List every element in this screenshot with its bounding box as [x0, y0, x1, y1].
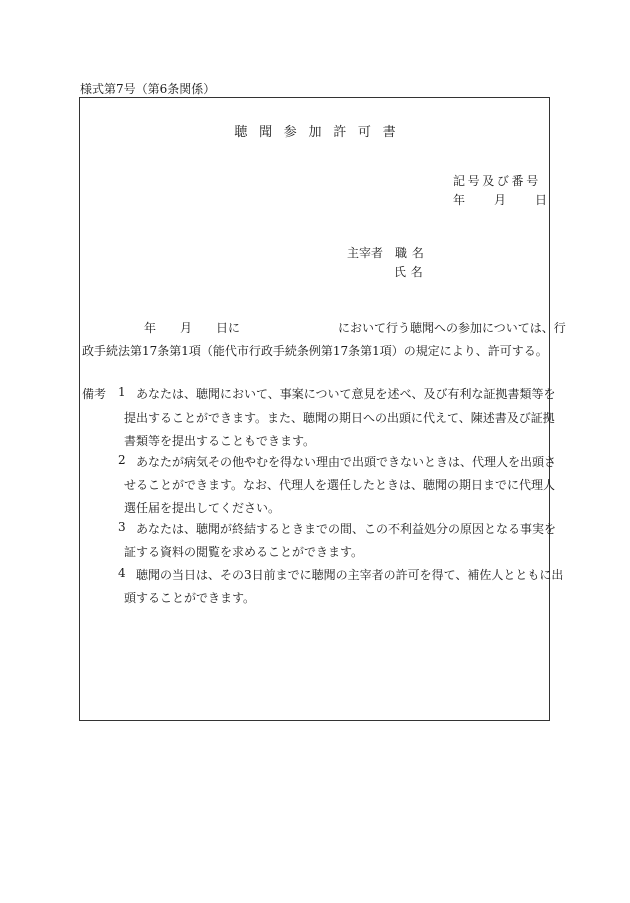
note-line: 頭することができます。 — [124, 591, 256, 605]
note-line: あなたは、聴聞において、事案について意見を述べ、及び有利な証拠書類等を — [136, 387, 556, 401]
issue-date-month: 月 — [494, 193, 507, 207]
note-line: 聴聞の当日は、その3日前までに聴聞の主宰者の許可を得て、補佐人とともに出 — [136, 568, 564, 582]
notes-heading: 備考 — [82, 387, 107, 401]
note-number: 3 — [118, 520, 126, 534]
body-line-1-text: において行う聴聞への参加については、行 — [338, 321, 566, 335]
presider-name-label: 氏名 — [394, 265, 428, 279]
presider-label: 主宰者 — [347, 246, 384, 260]
issue-date-year: 年 — [453, 193, 466, 207]
issue-date — [453, 191, 547, 208]
note-number: 1 — [118, 385, 126, 399]
reference-number-label: 記号及び番号 — [453, 174, 541, 188]
body-line-2: 政手続法第17条第1項（能代市行政手続条例第17条第1項）の規定により、許可する。 — [82, 344, 548, 358]
document-title: 聴聞参加許可書 — [234, 125, 408, 140]
hearing-month: 月 — [180, 321, 193, 335]
issue-date-day: 日 — [535, 193, 548, 207]
form-number-label: 様式第7号（第6条関係） — [80, 82, 216, 96]
hearing-day: 日に — [216, 321, 241, 335]
note-line: あなたが病気その他やむを得ない理由で出頭できないときは、代理人を出頭さ — [136, 455, 557, 469]
note-line: 選任届を提出してください。 — [124, 501, 281, 515]
note-number: 4 — [118, 566, 126, 580]
hearing-year: 年 — [144, 321, 157, 335]
presider-post-label: 職名 — [395, 246, 429, 260]
note-number: 2 — [118, 453, 126, 467]
note-line: 書類等を提出することもできます。 — [124, 434, 316, 448]
note-line: 証する資料の閲覧を求めることができます。 — [124, 545, 364, 559]
note-line: 提出することができます。また、聴聞の期日への出頭に代えて、陳述書及び証拠 — [124, 411, 555, 425]
body-line-1 — [144, 319, 566, 336]
presider-line — [347, 244, 429, 261]
note-line: せることができます。なお、代理人を選任したときは、聴聞の期日までに代理人 — [124, 478, 556, 492]
note-line: あなたは、聴聞が終結するときまでの間、この不利益処分の原因となる事実を — [136, 522, 557, 536]
